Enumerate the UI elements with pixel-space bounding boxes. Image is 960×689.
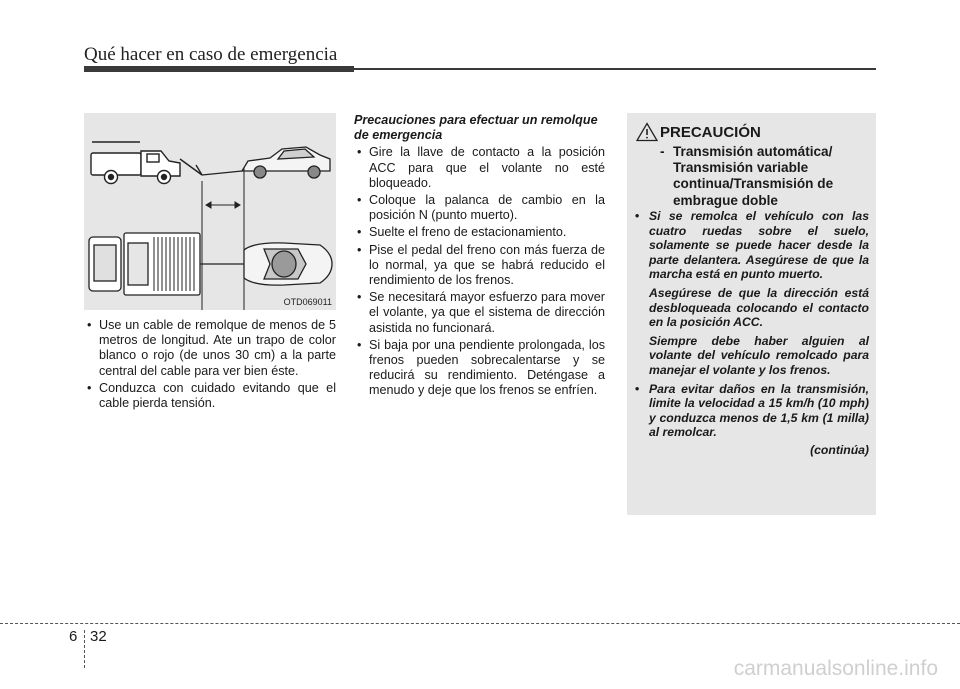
tow-truck-side — [91, 142, 202, 184]
header-rule — [84, 66, 876, 72]
list-item: • Suelte el freno de estacionamiento. — [354, 225, 605, 240]
page-number: 32 — [90, 628, 107, 645]
towing-diagram — [84, 113, 336, 310]
caution-paragraph: Siempre debe haber alguien al volante del vehículo remolcado para manejar el volante y los frenos. — [649, 333, 869, 377]
watermark: carmanualsonline.info — [733, 657, 938, 680]
list-item: • Si baja por una pendiente prolongada, los frenos pueden sobrecalentarse y se reducirá su rendimiento. Deténgase a menudo y deje que los frenos se enfríen. — [354, 338, 605, 399]
chapter-number: 6 — [69, 628, 78, 645]
distance-marker — [202, 168, 244, 310]
caution-subtitle-text: Transmisión automática/ Transmisión variable continua/Transmisión de embrague doble — [673, 144, 834, 208]
middle-column — [354, 113, 605, 401]
car-side — [242, 147, 330, 178]
list-item: • Gire la llave de contacto a la posición ACC para que el volante no esté bloqueado. — [354, 145, 605, 191]
caution-subtitle — [660, 144, 870, 209]
caution-item: • Si se remolca el vehículo con las cuatro ruedas sobre el suelo, solamente se puede hacer desde la parte delantera. Asegúrese de que la marcha está en punto muerto. — [633, 209, 869, 282]
continues-label: (continúa) — [810, 442, 869, 457]
list-item: • Pise el pedal del freno con más fuerza de lo normal, ya que se habrá reducido el rendimiento de los frenos. — [354, 243, 605, 289]
left-bullet-list — [84, 318, 336, 411]
footer-divider — [84, 630, 85, 668]
header-rule-thick — [84, 66, 354, 72]
list-item: • Use un cable de remolque de menos de 5 metros de longitud. Ate un trapo de color blanco o rojo (de unos 30 cm) a la parte central del cable para ver bien éste. — [84, 318, 336, 379]
warning-triangle-icon — [636, 122, 658, 142]
subtitle-dash: - — [660, 144, 665, 159]
section-heading: Precauciones para efectuar un remolque de emergencia — [354, 113, 598, 143]
caution-box — [627, 113, 876, 515]
tow-truck-top — [89, 233, 200, 295]
towing-precautions-list — [354, 145, 605, 398]
caution-title: PRECAUCIÓN — [660, 124, 761, 141]
towing-illustration — [84, 113, 336, 310]
footer-rule — [0, 623, 960, 624]
left-column — [84, 318, 336, 413]
header-rule-thin — [354, 68, 876, 70]
list-item: • Coloque la palanca de cambio en la posición N (punto muerto). — [354, 193, 605, 223]
caution-body — [633, 209, 869, 458]
figure-code: OTD069011 — [283, 297, 332, 307]
caution-item: • Para evitar daños en la transmisión, limite la velocidad a 15 km/h (10 mph) y conduzca menos de 1,5 km (1 milla) al remolcar. — [633, 382, 869, 440]
page-title: Qué hacer en caso de emergencia — [84, 44, 338, 65]
list-item: • Conduzca con cuidado evitando que el cable pierda tensión. — [84, 381, 336, 411]
car-top — [244, 243, 332, 285]
caution-paragraph: Asegúrese de que la dirección está desbloqueada colocando el contacto en la posición ACC. — [649, 285, 869, 330]
list-item: • Se necesitará mayor esfuerzo para mover el volante, ya que el sistema de dirección asistida no funcionará. — [354, 290, 605, 336]
